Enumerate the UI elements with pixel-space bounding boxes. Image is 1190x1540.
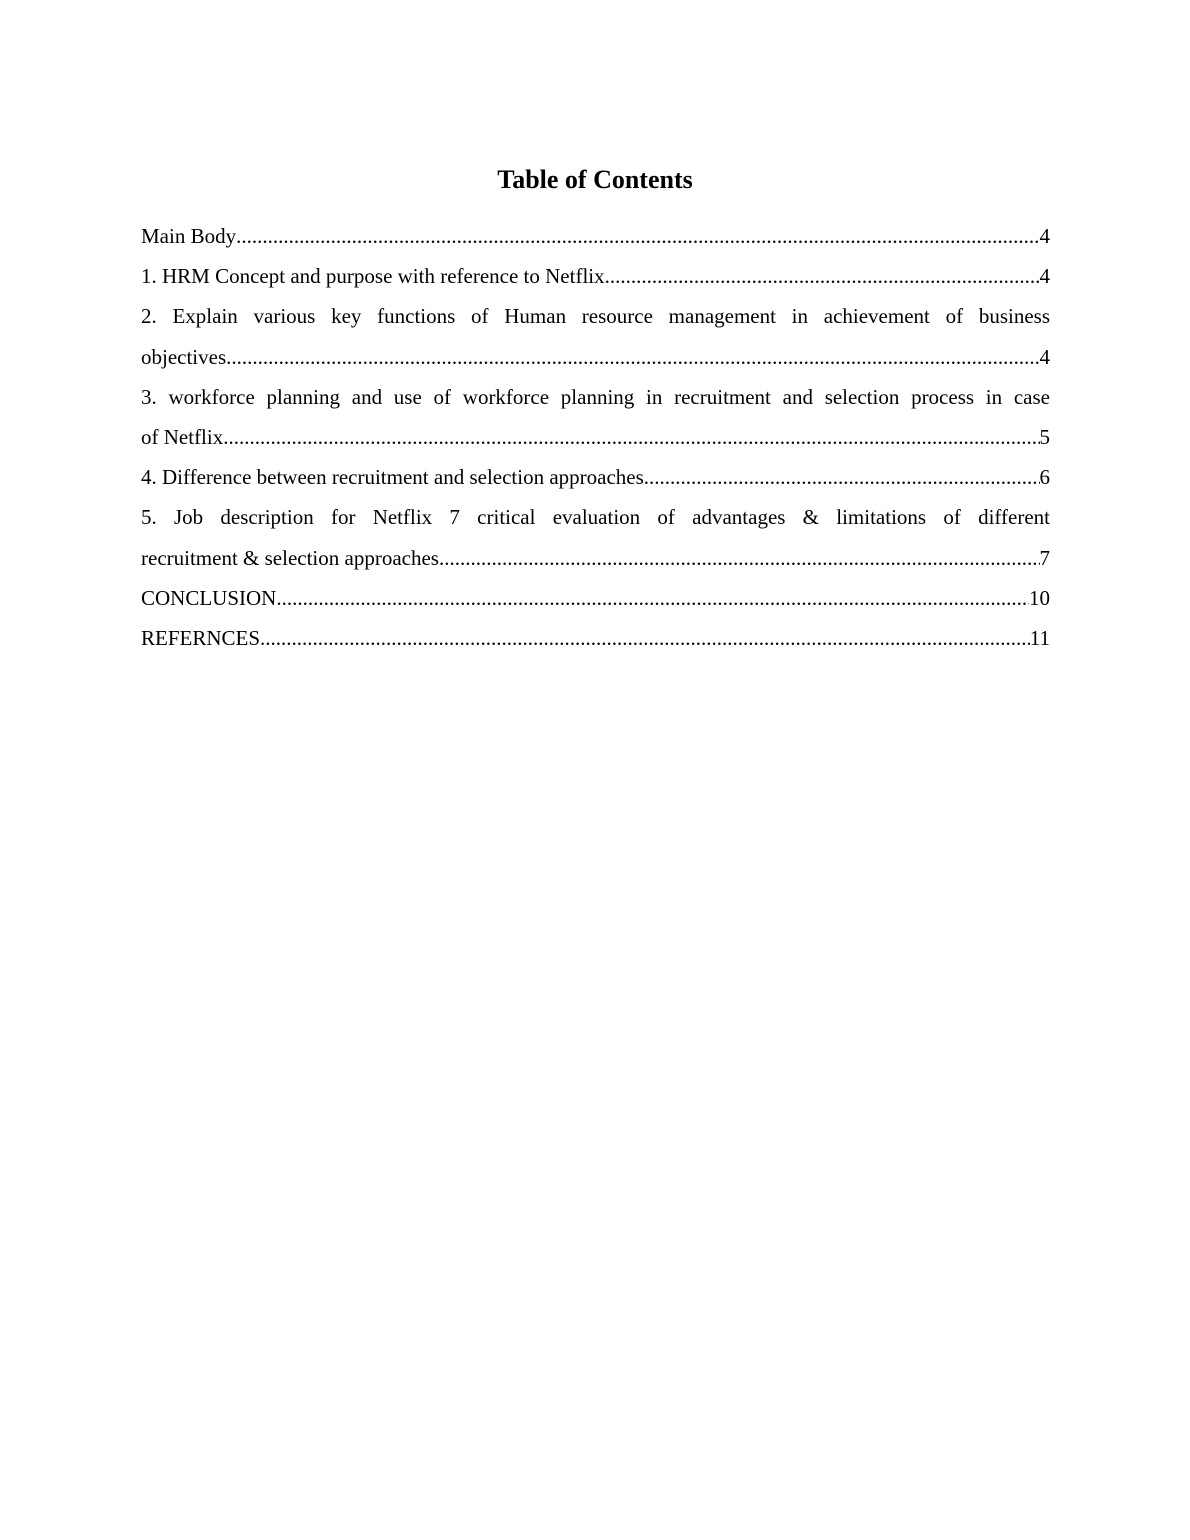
toc-entry-label: CONCLUSION bbox=[141, 585, 277, 610]
toc-entry-label: 1. HRM Concept and purpose with reference to Netflix bbox=[141, 264, 605, 289]
toc-entry-label: 4. Difference between recruitment and selection approaches bbox=[141, 465, 644, 490]
toc-entry-recruitment-vs-selection[interactable] bbox=[141, 457, 1050, 497]
toc-dot-leader bbox=[223, 417, 1039, 457]
toc-entry-label-line: 2. Explain various key functions of Human resource management in achievement of business bbox=[141, 304, 1050, 329]
toc-entry-label: recruitment & selection approaches bbox=[141, 545, 439, 570]
toc-entry-hrm-concept[interactable] bbox=[141, 256, 1050, 296]
toc-dot-leader bbox=[236, 216, 1039, 256]
table-of-contents bbox=[141, 216, 1050, 658]
toc-dot-leader bbox=[605, 256, 1040, 296]
toc-entry-label-line: 5. Job description for Netflix 7 critical evaluation of advantages & limitations of different bbox=[141, 505, 1050, 530]
toc-page-number: 4 bbox=[1039, 264, 1050, 289]
toc-entry-key-functions[interactable] bbox=[141, 296, 1050, 376]
toc-entry-job-description[interactable] bbox=[141, 497, 1050, 577]
toc-title: Table of Contents bbox=[497, 165, 693, 194]
toc-page-number: 6 bbox=[1039, 465, 1050, 490]
toc-entry-label-line: 3. workforce planning and use of workforce planning in recruitment and selection process in case bbox=[141, 384, 1050, 409]
toc-dot-leader bbox=[439, 538, 1040, 578]
toc-dot-leader bbox=[260, 618, 1030, 658]
toc-page-number: 4 bbox=[1039, 224, 1050, 248]
toc-page-number: 10 bbox=[1029, 585, 1050, 610]
toc-entry-label: Main Body bbox=[141, 224, 237, 248]
toc-entry-label: of Netflix bbox=[141, 425, 224, 450]
toc-entry-main-body[interactable] bbox=[141, 216, 1050, 256]
toc-dot-leader bbox=[276, 578, 1029, 618]
toc-entry-workforce-planning[interactable] bbox=[141, 377, 1050, 457]
toc-dot-leader bbox=[226, 337, 1039, 377]
toc-page-number: 11 bbox=[1029, 626, 1050, 651]
toc-page-number: 5 bbox=[1039, 425, 1050, 450]
toc-page-number: 4 bbox=[1039, 344, 1050, 369]
toc-entry-conclusion[interactable] bbox=[141, 578, 1050, 618]
toc-entry-label: REFERNCES bbox=[141, 626, 261, 651]
toc-entry-label: objectives bbox=[141, 344, 227, 369]
toc-entry-references[interactable] bbox=[141, 618, 1050, 658]
toc-dot-leader bbox=[644, 457, 1040, 497]
toc-page-number: 7 bbox=[1039, 545, 1050, 570]
